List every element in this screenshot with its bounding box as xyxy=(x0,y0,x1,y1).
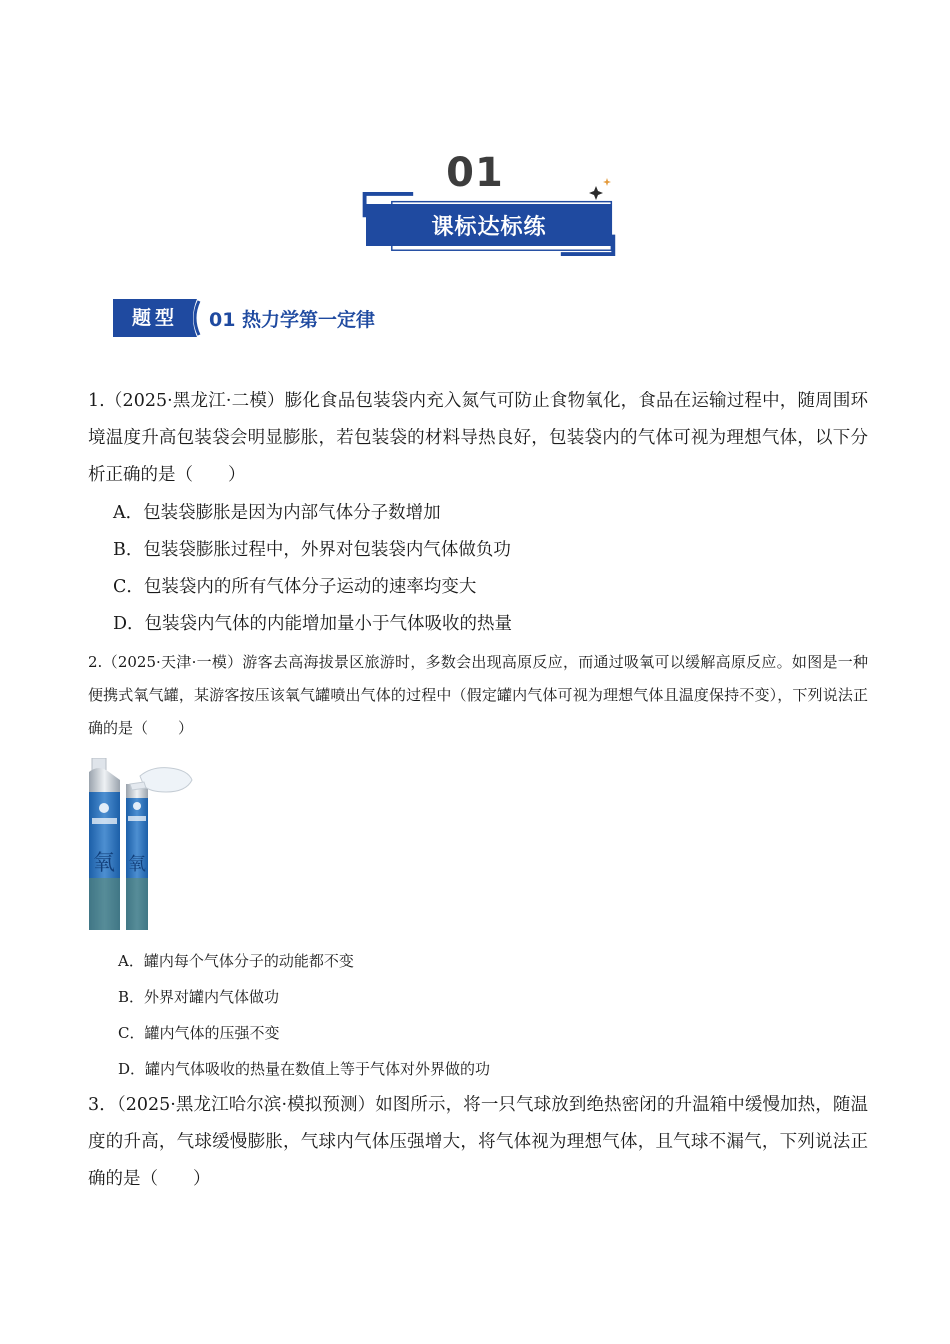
question-1-option-d: D．包装袋内气体的内能增加量小于气体吸收的热量 xyxy=(113,614,513,634)
question-2-stem: 2.（2025·天津·一模）游客去高海拔景区旅游时，多数会出现高原反应，而通过吸氧可以缓解高原反应。如图是一种便携式氧气罐，某游客按压该氧气罐喷出气体的过程中（假定罐内气体可视为理想气体且温度保持不变），下列说法正确的是（ ） xyxy=(88,653,868,737)
topic-tag-label: 题型 xyxy=(131,307,178,329)
oxygen-can-label: 氧 xyxy=(92,851,116,876)
section-title: 课标达标练 xyxy=(366,204,612,246)
question-2-option-b: B．外界对罐内气体做功 xyxy=(118,988,280,1006)
question-2-option-a: A．罐内每个气体分子的动能都不变 xyxy=(118,952,354,970)
question-1-stem: 1.（2025·黑龙江·二模）膨化食品包装袋内充入氮气可防止食物氧化，食品在运输过程中，随周围环境温度升高包装袋会明显膨胀，若包装袋的材料导热良好，包装袋内的气体可视为理想气体，以下分析正确的是（ ） xyxy=(88,391,868,485)
question-1-option-b: B．包装袋膨胀过程中，外界对包装袋内气体做负功 xyxy=(113,540,511,560)
section-badge xyxy=(352,190,624,260)
topic-tag xyxy=(113,299,205,337)
oxygen-can-image xyxy=(86,758,194,934)
question-1-option-a: A．包装袋膨胀是因为内部气体分子数增加 xyxy=(113,503,441,523)
topic-bar xyxy=(113,298,375,338)
topic-title: 01 热力学第一定律 xyxy=(209,308,376,331)
question-3-stem: 3．（2025·黑龙江哈尔滨·模拟预测）如图所示，将一只气球放到绝热密闭的升温箱中缓慢加热，随温度的升高，气球缓慢膨胀，气球内气体压强增大，将气体视为理想气体，且气球不漏气，下列说法正确的是（ ） xyxy=(88,1095,868,1189)
question-1-option-c: C．包装袋内的所有气体分子运动的速率均变大 xyxy=(113,577,477,597)
question-2-option-d: D．罐内气体吸收的热量在数值上等于气体对外界做的功 xyxy=(118,1060,491,1078)
oxygen-can-label-2: 氧 xyxy=(128,854,146,875)
question-2-option-c: C．罐内气体的压强不变 xyxy=(118,1024,280,1042)
section-number: 01 xyxy=(446,150,504,196)
